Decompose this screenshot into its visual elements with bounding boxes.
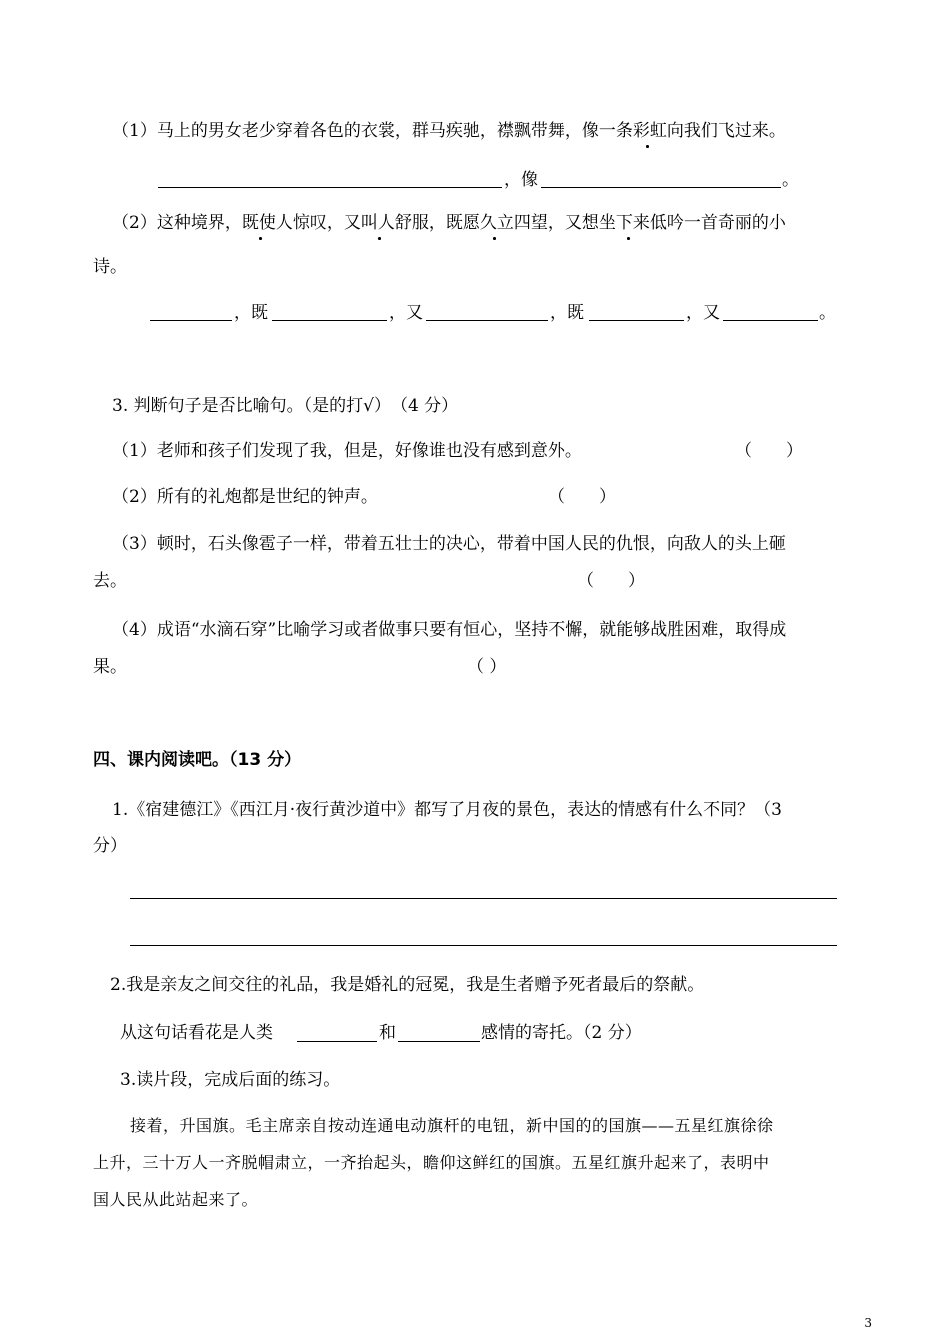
- q2-fill-part: ，又: [389, 303, 423, 323]
- s4-q1-line2: 分）: [93, 836, 127, 856]
- s4-q2-line2-part-c: 感情的寄托。（2 分）: [481, 1023, 642, 1043]
- q2-fill-part: 。: [819, 303, 836, 323]
- q2-fill-end: 。: [782, 170, 799, 190]
- q3-item-2: （2）所有的礼炮都是世纪的钟声。: [112, 487, 378, 507]
- passage-line-3: 国人民从此站起来了。: [93, 1190, 259, 1209]
- q3-answer-paren-4[interactable]: （ ）: [467, 657, 507, 677]
- answer-line[interactable]: [130, 945, 837, 946]
- q3-item-3-line2: 去。: [93, 571, 127, 591]
- q3-answer-paren-2[interactable]: （ ）: [548, 487, 616, 507]
- answer-blank[interactable]: [426, 320, 548, 321]
- emphasis-dot: [646, 145, 649, 148]
- q2-sentence-2-line1: （2）这种境界，既使人惊叹，又叫人舒服，既愿久立四望，又想坐下来低吟一首奇丽的小: [112, 213, 786, 233]
- q2-fill-separator: ，像: [504, 170, 538, 190]
- q2-fill-part: ，又: [686, 303, 720, 323]
- passage-line-2: 上升，三十万人一齐脱帽肃立，一齐抬起头，瞻仰这鲜红的国旗。五星红旗升起来了，表明中: [93, 1153, 770, 1172]
- q3-item-4-line1: （4）成语“水滴石穿”比喻学习或者做事只要有恒心，坚持不懈，就能够战胜困难，取得成: [112, 620, 787, 640]
- page-number: 3: [864, 1316, 872, 1330]
- answer-blank[interactable]: [297, 1041, 377, 1042]
- emphasis-dot: [627, 237, 630, 240]
- answer-blank[interactable]: [589, 320, 684, 321]
- answer-blank[interactable]: [272, 320, 387, 321]
- q3-title: 3. 判断句子是否比喻句。（是的打√） （4 分）: [112, 396, 459, 416]
- q3-item-1: （1）老师和孩子们发现了我，但是，好像谁也没有感到意外。: [112, 441, 582, 461]
- q3-item-4-line2: 果。: [93, 657, 127, 677]
- answer-blank[interactable]: [398, 1041, 480, 1042]
- s4-q2-line1: 2.我是亲友之间交往的礼品，我是婚礼的冠冕，我是生者赠予死者最后的祭献。: [110, 975, 705, 995]
- q2-fill-part: ，既: [550, 303, 584, 323]
- section-4-heading: 四、课内阅读吧。（13 分）: [93, 750, 302, 770]
- emphasis-dot: [493, 237, 496, 240]
- s4-q3-title: 3.读片段，完成后面的练习。: [120, 1070, 341, 1090]
- emphasis-dot: [378, 237, 381, 240]
- s4-q2-line2-part-a: 从这句话看花是人类: [120, 1023, 273, 1043]
- answer-blank[interactable]: [541, 187, 781, 188]
- q2-sentence-1: （1）马上的男女老少穿着各色的衣裳，群马疾驰，襟飘带舞，像一条彩虹向我们飞过来。: [112, 121, 786, 141]
- s4-q1-line1: 1.《宿建德江》《西江月·夜行黄沙道中》都写了月夜的景色，表达的情感有什么不同？（3: [112, 800, 782, 820]
- q3-answer-paren-1[interactable]: （ ）: [735, 441, 803, 461]
- answer-blank[interactable]: [158, 187, 502, 188]
- s4-q2-line2-part-b: 和: [379, 1023, 396, 1043]
- emphasis-dot: [259, 237, 262, 240]
- q2-fill-part: ，既: [234, 303, 268, 323]
- answer-blank[interactable]: [150, 320, 232, 321]
- passage-line-1: 接着，升国旗。毛主席亲自按动连通电动旗杆的电钮，新中国的的国旗——五星红旗徐徐: [130, 1116, 774, 1135]
- q3-item-3-line1: （3）顿时，石头像雹子一样，带着五壮士的决心，带着中国人民的仇恨，向敌人的头上砸: [112, 534, 786, 554]
- q3-answer-paren-3[interactable]: （ ）: [577, 571, 645, 591]
- answer-line[interactable]: [130, 898, 837, 899]
- q2-sentence-2-line2: 诗。: [93, 257, 127, 277]
- answer-blank[interactable]: [723, 320, 818, 321]
